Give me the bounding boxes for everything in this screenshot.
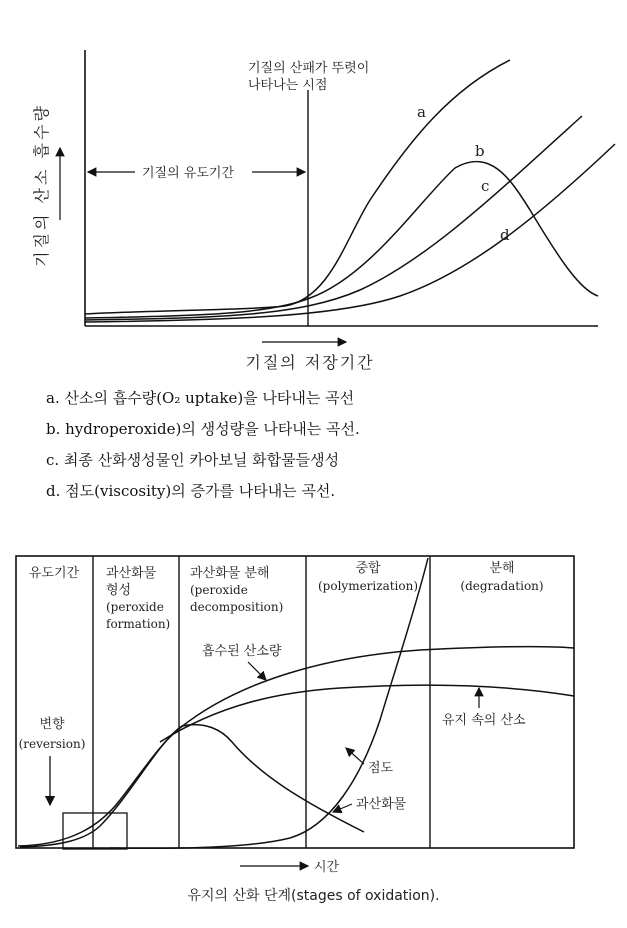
stage-4-label-2: (polymerization) — [317, 579, 419, 593]
figure-caption: 유지의 산화 단계(stages of oxidation). — [187, 888, 440, 904]
stage-2-label-3: (peroxide — [106, 600, 164, 614]
curve-c — [85, 116, 582, 320]
stage-4-label-1: 중합 — [355, 561, 381, 576]
induction-label: 기질의 유도기간 — [142, 166, 235, 181]
time-label: 시간 — [314, 860, 340, 875]
top-y-axis-label: 기질의 산소 흡수량 — [32, 103, 51, 267]
absorbed-oxygen-curve — [18, 647, 574, 846]
viscosity-label: 점도 — [368, 761, 394, 776]
curve-label-c: c — [481, 177, 490, 195]
curve-label-b: b — [475, 142, 485, 160]
stage-5-label-2: (degradation) — [460, 579, 544, 593]
reversion-label-1: 변향 — [39, 717, 65, 732]
curve-label-d: d — [500, 226, 510, 244]
stage-3-label-2: (peroxide — [190, 583, 248, 597]
peroxide-label: 과산화물 — [356, 797, 407, 812]
reversion-label-2: (reversion) — [18, 737, 86, 751]
legend-item-c: c. 최종 산화생성물인 카아보닐 화합물들생성 — [46, 451, 340, 469]
stage-1-label: 유도기간 — [28, 566, 80, 581]
stage-2-label-1: 과산화물 — [106, 566, 157, 581]
stage-5-label-1: 분해 — [489, 561, 515, 576]
absorbed-oxygen-label: 흡수된 산소량 — [202, 644, 282, 659]
marker-label-line2: 나타나는 시점 — [248, 78, 328, 93]
stages-frame — [16, 556, 574, 848]
top-x-axis-label: 기질의 저장기간 — [245, 353, 375, 372]
top-figure — [32, 50, 615, 372]
stage-2-label-4: formation) — [106, 617, 171, 631]
curve-b — [85, 162, 598, 318]
bottom-figure — [16, 556, 574, 875]
curve-label-a: a — [417, 103, 426, 121]
stage-3-label-1: 과산화물 분해 — [190, 566, 270, 581]
oxygen-in-fat-label: 유지 속의 산소 — [442, 713, 526, 728]
stage-2-label-2: 형성 — [106, 583, 132, 598]
stage-3-label-3: decomposition) — [190, 600, 284, 614]
legend-item-a: a. 산소의 흡수량(O₂ uptake)을 나타내는 곡선 — [46, 389, 355, 407]
viscosity-pointer — [346, 748, 364, 764]
absorbed-oxygen-pointer — [248, 662, 266, 680]
marker-label-line1: 기질의 산패가 뚜렷이 — [248, 61, 370, 76]
legend-item-b: b. hydroperoxide)의 생성량을 나타내는 곡선. — [46, 420, 360, 438]
legend-item-d: d. 점도(viscosity)의 증가를 나타내는 곡선. — [46, 482, 336, 500]
